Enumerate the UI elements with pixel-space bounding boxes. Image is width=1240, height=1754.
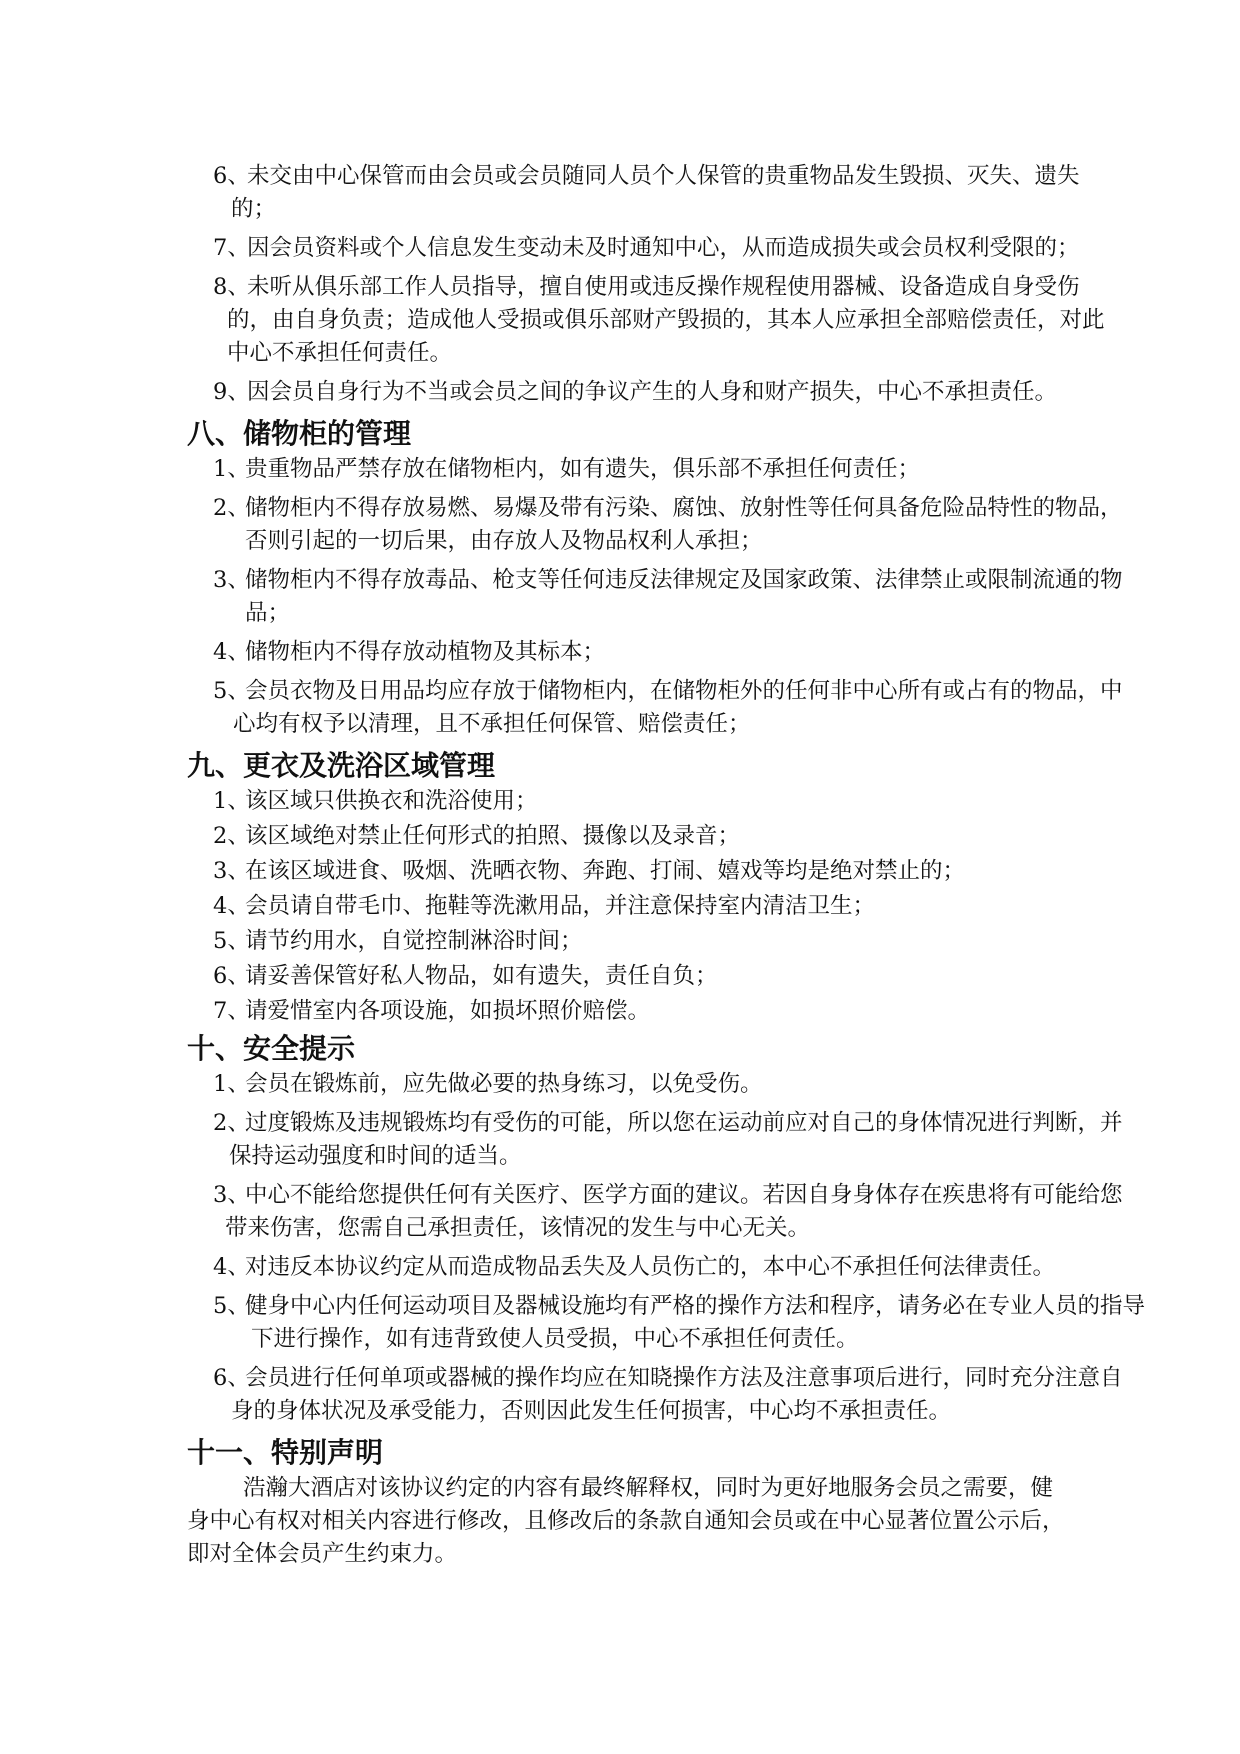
list-item — [187, 855, 1133, 888]
section-heading: 十、安全提示 — [187, 1032, 356, 1065]
list-item — [187, 232, 1143, 265]
list-item — [187, 995, 1133, 1028]
list-item — [187, 820, 1133, 853]
list-item — [187, 636, 1123, 669]
list-item — [187, 1068, 1131, 1101]
item-number: 7、 — [213, 998, 250, 1024]
item-text: 在该区域进食、吸烟、洗晒衣物、奔跑、打闹、嬉戏等均是绝对禁止的； — [245, 858, 966, 884]
document-content — [187, 160, 1146, 1571]
item-text: 请节约用水，自觉控制淋浴时间； — [245, 928, 583, 954]
item-text: 因会员自身行为不当或会员之间的争议产生的人身和财产损失，中心不承担责任。 — [247, 379, 1058, 405]
item-text: 会员在锻炼前，应先做必要的热身练习，以免受伤。 — [245, 1071, 763, 1097]
item-number: 3、 — [213, 1182, 250, 1208]
section7-items — [187, 160, 1105, 409]
list-item — [187, 925, 1133, 958]
item-number: 1、 — [213, 1071, 250, 1097]
section-heading: 十一、特别声明 — [187, 1436, 384, 1469]
item-number: 6、 — [213, 163, 250, 189]
section11 — [187, 1434, 1067, 1571]
item-text: 未听从俱乐部工作人员指导，擅自使用或违反操作规程使用器械、设备造成自身受伤的，由自身负责；造成他人受损或俱乐部财产毁损的，其本人应承担全部赔偿责任，对此中心不承担任何责任。 — [227, 274, 1105, 366]
list-item — [187, 271, 1117, 370]
item-number: 2、 — [213, 1110, 250, 1136]
list-item — [187, 160, 1121, 226]
item-text: 过度锻炼及违规锻炼均有受伤的可能，所以您在运动前应对自己的身体情况进行判断，并保持运动强度和时间的适当。 — [229, 1110, 1123, 1169]
list-item — [187, 453, 1123, 486]
section-heading: 八、储物柜的管理 — [187, 417, 412, 450]
item-text: 该区域绝对禁止任何形式的拍照、摄像以及录音； — [245, 823, 741, 849]
list-item — [187, 1290, 1151, 1356]
list-item — [187, 1362, 1131, 1428]
item-number: 5、 — [213, 678, 250, 704]
item-number: 6、 — [213, 1365, 250, 1391]
item-text: 该区域只供换衣和洗浴使用； — [245, 788, 538, 814]
list-item — [187, 785, 1133, 818]
section-heading: 九、更衣及洗浴区域管理 — [187, 749, 496, 782]
item-text: 储物柜内不得存放动植物及其标本； — [245, 639, 606, 665]
item-number: 7、 — [213, 235, 250, 261]
item-text: 请妥善保管好私人物品，如有遗失，责任自负； — [245, 963, 718, 989]
item-text: 对违反本协议约定从而造成物品丢失及人员伤亡的，本中心不承担任何法律责任。 — [245, 1254, 1056, 1280]
item-number: 4、 — [213, 893, 250, 919]
statement-paragraph: 浩瀚大酒店对该协议约定的内容有最终解释权，同时为更好地服务会员之需要，健身中心有权对相关内容进行修改，且修改后的条款自通知会员或在中心显著位置公示后，即对全体会员产生约束力。 — [187, 1475, 1065, 1567]
item-text: 会员请自带毛巾、拖鞋等洗漱用品，并注意保持室内清洁卫生； — [245, 893, 876, 919]
item-text: 贵重物品严禁存放在储物柜内，如有遗失，俱乐部不承担任何责任； — [245, 456, 921, 482]
item-number: 4、 — [213, 1254, 250, 1280]
item-number: 6、 — [213, 963, 250, 989]
list-item — [187, 1251, 1133, 1284]
section8 — [187, 415, 1123, 741]
item-text: 会员衣物及日用品均应存放于储物柜内，在储物柜外的任何非中心所有或占有的物品，中心均有权予以清理，且不承担任何保管、赔偿责任； — [233, 678, 1123, 737]
list-item — [187, 564, 1135, 630]
item-number: 8、 — [213, 274, 250, 300]
item-text: 储物柜内不得存放易燃、易爆及带有污染、腐蚀、放射性等任何具备危险品特性的物品，否则引起的一切后果，由存放人及物品权利人承担； — [245, 495, 1123, 554]
list-item — [187, 960, 1133, 993]
item-text: 未交由中心保管而由会员或会员随同人员个人保管的贵重物品发生毁损、灭失、遗失的； — [231, 163, 1080, 222]
item-number: 9、 — [213, 379, 250, 405]
item-number: 2、 — [213, 823, 250, 849]
item-text: 中心不能给您提供任何有关医疗、医学方面的建议。若因自身身体存在疾患将有可能给您带来伤害，您需自己承担责任，该情况的发生与中心无关。 — [225, 1182, 1123, 1241]
item-number: 1、 — [213, 788, 250, 814]
item-number: 1、 — [213, 456, 250, 482]
item-text: 健身中心内任何运动项目及器械设施均有严格的操作方法和程序，请务必在专业人员的指导下进行操作，如有违背致使人员受损，中心不承担任何责任。 — [245, 1293, 1146, 1352]
list-item — [187, 890, 1133, 923]
list-item — [187, 1179, 1125, 1245]
section9 — [187, 747, 1067, 1028]
item-number: 5、 — [213, 928, 250, 954]
section10 — [187, 1030, 1146, 1428]
item-text: 请爱惜室内各项设施，如损坏照价赔偿。 — [245, 998, 651, 1024]
item-number: 3、 — [213, 858, 250, 884]
item-number: 2、 — [213, 495, 250, 521]
item-text: 会员进行任何单项或器械的操作均应在知晓操作方法及注意事项后进行，同时充分注意自身的身体状况及承受能力，否则因此发生任何损害，中心均不承担责任。 — [231, 1365, 1123, 1424]
list-item — [187, 1107, 1129, 1173]
list-item — [187, 675, 1123, 741]
list-item — [187, 376, 1123, 409]
item-number: 5、 — [213, 1293, 250, 1319]
item-text: 储物柜内不得存放毒品、枪支等任何违反法律规定及国家政策、法律禁止或限制流通的物品； — [245, 567, 1123, 626]
item-number: 3、 — [213, 567, 250, 593]
list-item — [187, 492, 1135, 558]
item-text: 因会员资料或个人信息发生变动未及时通知中心，从而造成损失或会员权利受限的； — [247, 235, 1080, 261]
item-number: 4、 — [213, 639, 250, 665]
